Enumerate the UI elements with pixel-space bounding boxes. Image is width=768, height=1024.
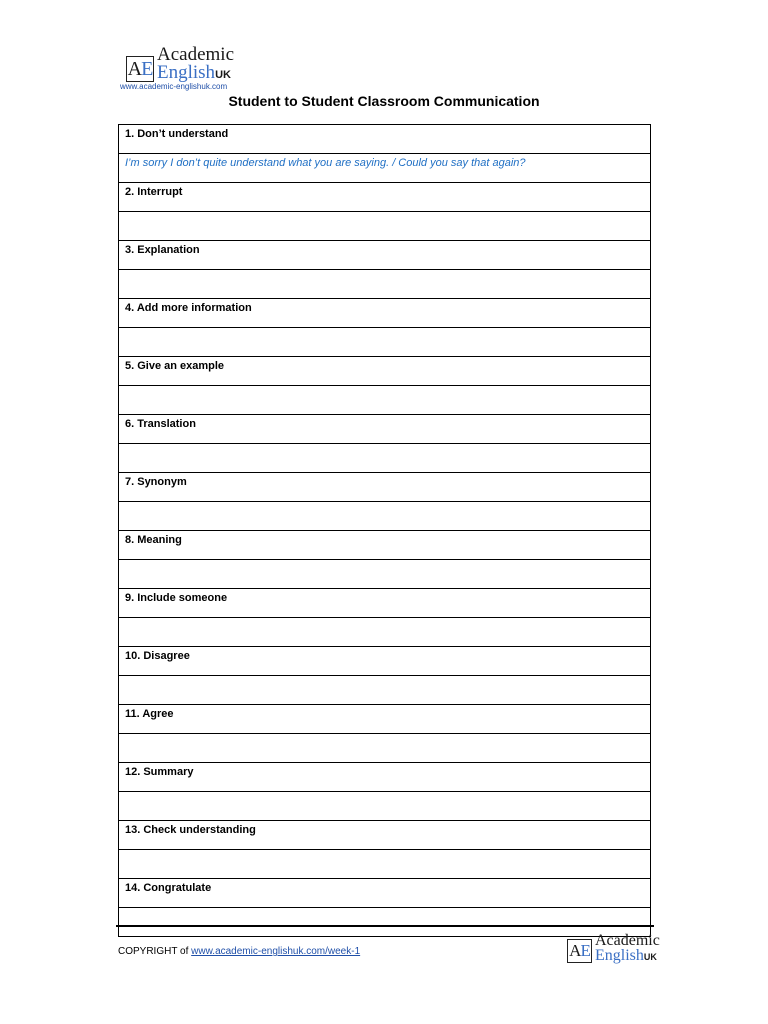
phrase-heading: 8. Meaning — [119, 531, 651, 560]
phrase-heading: 6. Translation — [119, 415, 651, 444]
table-row — [119, 676, 651, 705]
table-row — [119, 270, 651, 299]
table-row — [119, 299, 651, 328]
logo-wordmark — [157, 46, 234, 82]
ae-logo-mark — [126, 56, 154, 82]
phrase-table — [118, 124, 651, 937]
footer-logo-line-academic: Academic — [595, 932, 660, 949]
phrase-answer-field[interactable] — [119, 386, 651, 415]
phrase-answer-field[interactable] — [119, 502, 651, 531]
table-row — [119, 125, 651, 154]
table-row — [119, 357, 651, 386]
table-row — [119, 850, 651, 879]
phrase-answer-field[interactable] — [119, 618, 651, 647]
phrase-heading: 14. Congratulate — [119, 879, 651, 908]
table-row — [119, 792, 651, 821]
phrase-table-body — [119, 125, 651, 937]
copyright-notice — [118, 946, 360, 957]
logo-suffix-uk: UK — [215, 69, 231, 82]
phrase-heading: 9. Include someone — [119, 589, 651, 618]
table-row — [119, 328, 651, 357]
table-row — [119, 183, 651, 212]
phrase-heading: 1. Don’t understand — [119, 125, 651, 154]
table-row — [119, 821, 651, 850]
table-row — [119, 531, 651, 560]
table-row — [119, 154, 651, 183]
footer-logo-mark-e: E — [580, 941, 590, 961]
table-row — [119, 473, 651, 502]
footer-logo-mark-a: A — [569, 941, 581, 961]
footer-logo-wordmark — [595, 933, 660, 963]
footer-logo-line-english: English — [595, 947, 644, 965]
phrase-answer-field[interactable] — [119, 734, 651, 763]
phrase-heading: 11. Agree — [119, 705, 651, 734]
logo-mark-a: A — [127, 57, 142, 80]
table-row — [119, 212, 651, 241]
academic-english-uk-logo — [126, 46, 234, 82]
phrase-heading: 13. Check understanding — [119, 821, 651, 850]
website-url[interactable]: www.academic-englishuk.com — [120, 82, 228, 91]
phrase-answer-field[interactable] — [119, 792, 651, 821]
copyright-link[interactable]: www.academic-englishuk.com/week-1 — [191, 946, 361, 957]
copyright-label: COPYRIGHT of — [118, 946, 192, 957]
phrase-answer-field[interactable] — [119, 560, 651, 589]
footer-ae-logo-mark — [567, 939, 592, 963]
table-row — [119, 763, 651, 792]
footer-divider — [116, 925, 654, 927]
table-row — [119, 734, 651, 763]
table-row — [119, 241, 651, 270]
phrase-heading: 3. Explanation — [119, 241, 651, 270]
logo-mark-e: E — [141, 57, 153, 80]
phrase-heading: 12. Summary — [119, 763, 651, 792]
table-row — [119, 502, 651, 531]
footer-logo-suffix-uk: UK — [643, 952, 657, 963]
phrase-heading: 2. Interrupt — [119, 183, 651, 212]
phrase-answer-field[interactable]: I’m sorry I don’t quite understand what you are saying. / Could you say that again? — [119, 154, 651, 183]
phrase-answer-field[interactable] — [119, 270, 651, 299]
phrase-answer-field[interactable] — [119, 444, 651, 473]
phrase-heading: 7. Synonym — [119, 473, 651, 502]
table-row — [119, 444, 651, 473]
phrase-answer-field[interactable] — [119, 676, 651, 705]
table-row — [119, 589, 651, 618]
table-row — [119, 647, 651, 676]
table-row — [119, 415, 651, 444]
page-title: Student to Student Classroom Communication — [228, 93, 540, 109]
phrase-answer-field[interactable] — [119, 850, 651, 879]
footer-logo — [567, 933, 660, 963]
table-row — [119, 618, 651, 647]
phrase-heading: 4. Add more information — [119, 299, 651, 328]
logo-line-academic: Academic — [157, 44, 235, 65]
table-row — [119, 879, 651, 908]
phrase-answer-field[interactable] — [119, 328, 651, 357]
table-row — [119, 705, 651, 734]
table-row — [119, 560, 651, 589]
table-row — [119, 386, 651, 415]
phrase-heading: 10. Disagree — [119, 647, 651, 676]
phrase-answer-field[interactable] — [119, 212, 651, 241]
phrase-heading: 5. Give an example — [119, 357, 651, 386]
logo-line-english: English — [157, 62, 216, 84]
